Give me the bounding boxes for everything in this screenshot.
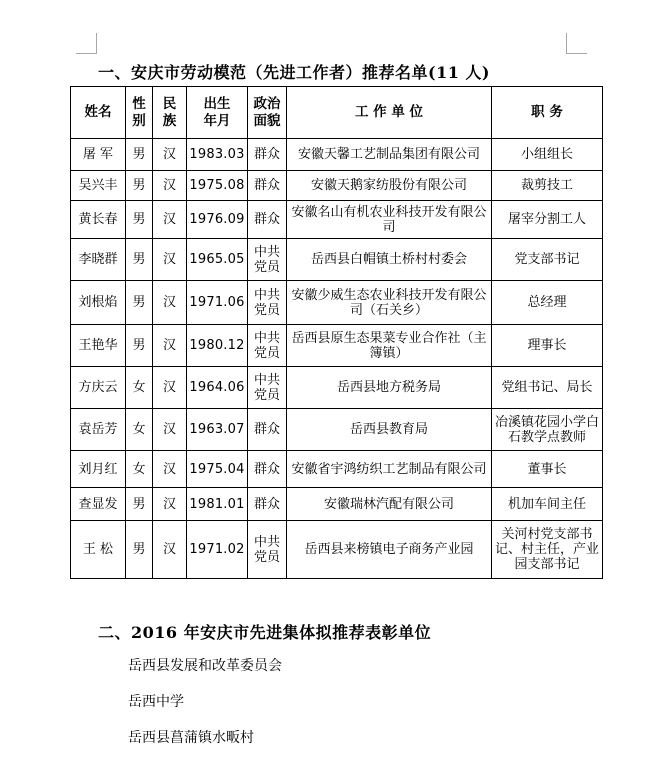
table-row <box>71 239 603 281</box>
party-text: 中共党员 <box>254 330 281 361</box>
cell-name: 李晓群 <box>71 239 126 281</box>
crop-mark-top-right <box>566 33 587 54</box>
header-position: 职 务 <box>492 87 603 139</box>
nominee-table <box>70 86 603 579</box>
cell-unit: 安徽瑞林汽配有限公司 <box>287 488 492 521</box>
cell-party <box>248 171 287 201</box>
cell-birth: 1975.08 <box>187 171 248 201</box>
cell-birth: 1983.03 <box>187 139 248 171</box>
table-row <box>71 325 603 367</box>
cell-ethnicity: 汉 <box>153 201 187 239</box>
cell-birth: 1964.06 <box>187 367 248 409</box>
cell-name: 袁岳芳 <box>71 409 126 451</box>
party-text: 群众 <box>254 212 281 227</box>
cell-position: 董事长 <box>492 451 603 488</box>
table-row <box>71 139 603 171</box>
cell-ethnicity: 汉 <box>153 325 187 367</box>
cell-gender: 男 <box>126 325 153 367</box>
table-row <box>71 488 603 521</box>
cell-name: 吴兴丰 <box>71 171 126 201</box>
party-text: 群众 <box>254 178 281 193</box>
cell-unit: 岳西县白帽镇土桥村村委会 <box>287 239 492 281</box>
cell-unit: 岳西县地方税务局 <box>287 367 492 409</box>
cell-gender: 女 <box>126 367 153 409</box>
cell-name: 屠 军 <box>71 139 126 171</box>
cell-name: 刘月红 <box>71 451 126 488</box>
cell-gender: 男 <box>126 171 153 201</box>
header-birth: 出生年月 <box>187 87 248 139</box>
header-name: 姓名 <box>71 87 126 139</box>
advanced-units-list <box>128 655 282 763</box>
cell-gender: 男 <box>126 281 153 325</box>
cell-name: 黄长春 <box>71 201 126 239</box>
cell-ethnicity: 汉 <box>153 409 187 451</box>
cell-party <box>248 325 287 367</box>
cell-party <box>248 451 287 488</box>
cell-party <box>248 201 287 239</box>
cell-unit: 安徽省宇鸿纺织工艺制品有限公司 <box>287 451 492 488</box>
table-row <box>71 409 603 451</box>
cell-birth: 1971.02 <box>187 521 248 579</box>
list-item: 岳西县发展和改革委员会 <box>128 658 282 674</box>
cell-birth: 1975.04 <box>187 451 248 488</box>
cell-ethnicity: 汉 <box>153 239 187 281</box>
cell-position: 冶溪镇花园小学白石教学点教师 <box>492 409 603 451</box>
cell-ethnicity: 汉 <box>153 171 187 201</box>
cell-name: 王艳华 <box>71 325 126 367</box>
cell-unit: 安徽名山有机农业科技开发有限公司 <box>287 201 492 239</box>
crop-mark-top-left <box>76 33 97 54</box>
table-row <box>71 367 603 409</box>
cell-unit: 岳西县来榜镇电子商务产业园 <box>287 521 492 579</box>
party-text: 群众 <box>254 147 281 162</box>
party-text: 群众 <box>254 496 281 512</box>
cell-position: 党组书记、局长 <box>492 367 603 409</box>
cell-unit: 岳西县原生态果菜专业合作社（主簿镇） <box>287 325 492 367</box>
header-party: 政治面貌 <box>248 87 287 139</box>
cell-name: 方庆云 <box>71 367 126 409</box>
cell-party <box>248 139 287 171</box>
cell-party <box>248 521 287 579</box>
cell-unit: 安徽天鹅家纺股份有限公司 <box>287 171 492 201</box>
cell-birth: 1963.07 <box>187 409 248 451</box>
cell-party <box>248 281 287 325</box>
cell-name: 刘根焰 <box>71 281 126 325</box>
cell-unit: 岳西县教育局 <box>287 409 492 451</box>
table-row <box>71 201 603 239</box>
header-ethnicity: 民族 <box>153 87 187 139</box>
cell-ethnicity: 汉 <box>153 521 187 579</box>
cell-party <box>248 488 287 521</box>
table-row <box>71 281 603 325</box>
table-header-row <box>71 87 603 139</box>
cell-gender: 女 <box>126 409 153 451</box>
cell-gender: 男 <box>126 201 153 239</box>
party-text: 中共党员 <box>254 372 281 403</box>
cell-name: 查显发 <box>71 488 126 521</box>
header-unit: 工 作 单 位 <box>287 87 492 139</box>
cell-birth: 1981.01 <box>187 488 248 521</box>
list-item: 岳西县菖蒲镇水畈村 <box>128 730 254 746</box>
header-gender: 性别 <box>126 87 153 139</box>
cell-ethnicity: 汉 <box>153 451 187 488</box>
cell-party <box>248 367 287 409</box>
list-item: 岳西中学 <box>128 694 184 710</box>
cell-unit: 安徽少威生态农业科技开发有限公司（石关乡） <box>287 281 492 325</box>
cell-ethnicity: 汉 <box>153 488 187 521</box>
section-1-heading: 一、安庆市劳动模范（先进工作者）推荐名单(11 人) <box>98 63 490 82</box>
cell-gender: 男 <box>126 139 153 171</box>
cell-gender: 男 <box>126 488 153 521</box>
cell-position: 理事长 <box>492 325 603 367</box>
cell-name: 王 松 <box>71 521 126 579</box>
cell-party <box>248 409 287 451</box>
cell-birth: 1976.09 <box>187 201 248 239</box>
cell-birth: 1965.05 <box>187 239 248 281</box>
table-row <box>71 171 603 201</box>
party-text: 中共党员 <box>254 534 281 565</box>
table-row <box>71 521 603 579</box>
cell-position: 小组组长 <box>492 139 603 171</box>
cell-gender: 男 <box>126 521 153 579</box>
cell-position: 裁剪技工 <box>492 171 603 201</box>
cell-position: 党支部书记 <box>492 239 603 281</box>
cell-ethnicity: 汉 <box>153 139 187 171</box>
cell-position: 总经理 <box>492 281 603 325</box>
cell-position: 屠宰分割工人 <box>492 201 603 239</box>
party-text: 中共党员 <box>254 287 281 318</box>
section-2-heading: 二、2016 年安庆市先进集体拟推荐表彰单位 <box>98 623 432 642</box>
cell-ethnicity: 汉 <box>153 281 187 325</box>
cell-birth: 1971.06 <box>187 281 248 325</box>
cell-position: 机加车间主任 <box>492 488 603 521</box>
cell-gender: 男 <box>126 239 153 281</box>
cell-gender: 女 <box>126 451 153 488</box>
cell-ethnicity: 汉 <box>153 367 187 409</box>
party-text: 群众 <box>254 461 281 477</box>
party-text: 中共党员 <box>254 244 281 275</box>
table-row <box>71 451 603 488</box>
cell-birth: 1980.12 <box>187 325 248 367</box>
cell-party <box>248 239 287 281</box>
party-text: 群众 <box>254 422 281 437</box>
cell-position: 关河村党支部书记、村主任，产业园支部书记 <box>492 521 603 579</box>
cell-unit: 安徽天馨工艺制品集团有限公司 <box>287 139 492 171</box>
